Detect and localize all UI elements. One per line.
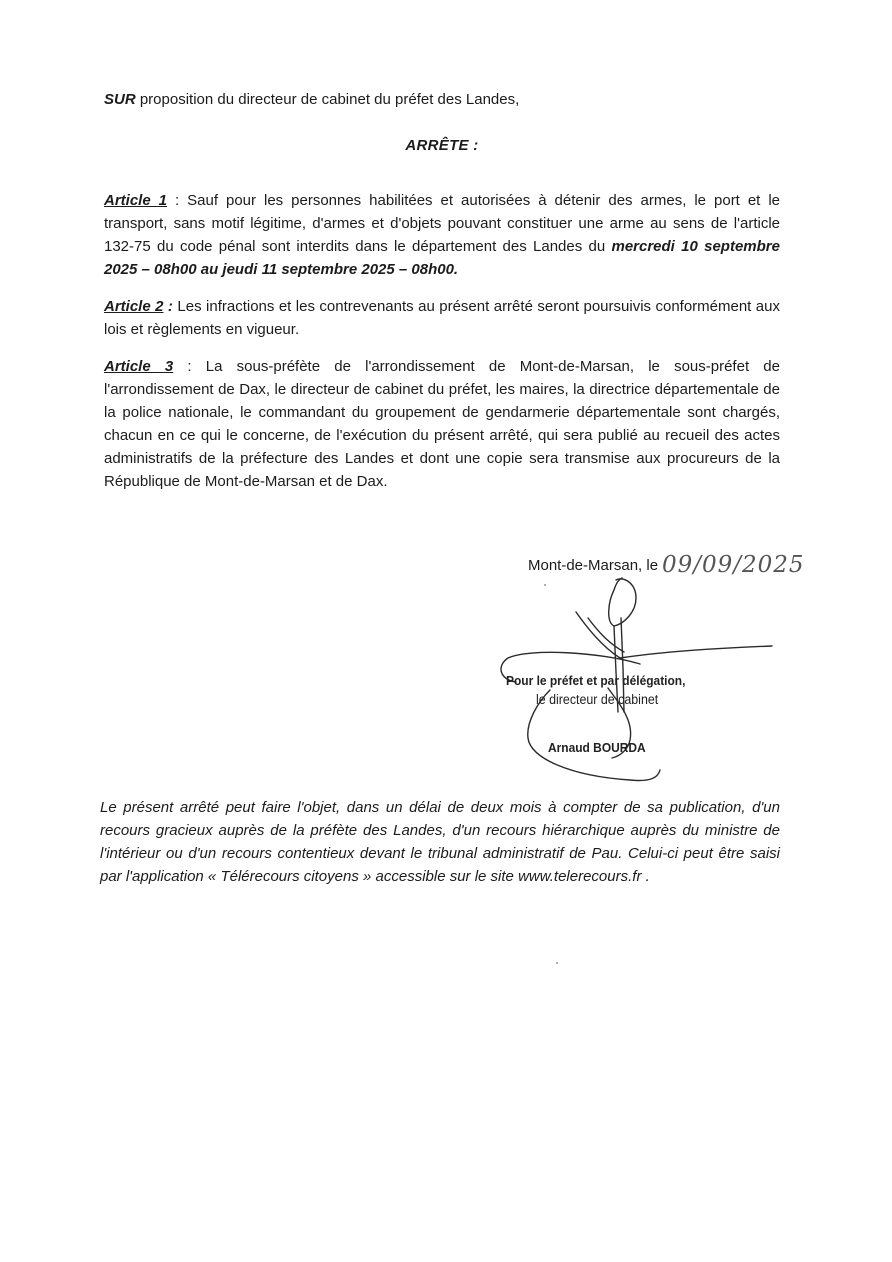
- decision-heading: ARRÊTE :: [405, 137, 479, 154]
- article-1-period: mercredi 10 septembre 2025 – 08h00 au jeudi 11 septembre 2025 – 08h00.: [104, 238, 780, 278]
- intro-paragraph: [104, 88, 780, 111]
- article-1: [104, 189, 780, 281]
- article-2-label: Article 2: [104, 298, 164, 315]
- article-3-label: Article 3: [104, 358, 174, 375]
- article-1-text: : Sauf pour les personnes habilitées et autorisées à détenir des armes, le port et le transport, sans motif légitime, d'armes et d'objets pouvant constituer une arme au sens de l'article 132-75 du code pénal sont interdits dans le département des Landes du: [104, 192, 780, 255]
- article-3-text: : La sous-préfète de l'arrondissement de Mont-de-Marsan, le sous-préfet de l'arrondissement de Dax, le directeur de cabinet du préfet, les maires, la directrice départementale de la police nationale, le commandant du groupement de gendarmerie départementale sont chargés, chacun en ce qui le concerne, de l'exécution du présent arrêté, qui sera publié au recueil des actes administratifs de la préfecture des Landes et dont une copie sera transmise aux procureurs de la République de Mont-de-Marsan et de Dax.: [104, 358, 780, 490]
- article-1-label: Article 1: [104, 192, 168, 209]
- stamp-signatory-name: Arnaud BOURDA: [548, 740, 646, 755]
- article-2: [104, 295, 780, 341]
- scan-speck: [556, 962, 558, 964]
- article-2-text: Les infractions et les contrevenants au présent arrêté seront poursuivis conformément aux lois et règlements en vigueur.: [104, 298, 780, 338]
- stamp-delegation-line: Pour le préfet et par délégation,: [506, 673, 686, 688]
- signature-place: Mont-de-Marsan, le: [528, 557, 659, 574]
- stamp-title-line: le directeur de cabinet: [536, 692, 659, 707]
- scan-speck: [544, 584, 546, 586]
- article-2-colon: :: [163, 298, 173, 315]
- article-3: [104, 355, 780, 493]
- appeal-notice: Le présent arrêté peut faire l'objet, dans un délai de deux mois à compter de sa publication, d'un recours gracieux auprès de la préfète des Landes, d'un recours hiérarchique auprès du ministre de l'intérieur ou d'un recours contentieux devant le tribunal administratif de Pau. Celui-ci peut être saisi par l'application « Télérecours citoyens » accessible sur le site www.telerecours.fr .: [100, 799, 780, 885]
- intro-text: proposition du directeur de cabinet du préfet des Landes,: [135, 91, 520, 108]
- handwritten-date: 09/09/2025: [662, 552, 805, 578]
- intro-lead: SUR: [104, 91, 136, 108]
